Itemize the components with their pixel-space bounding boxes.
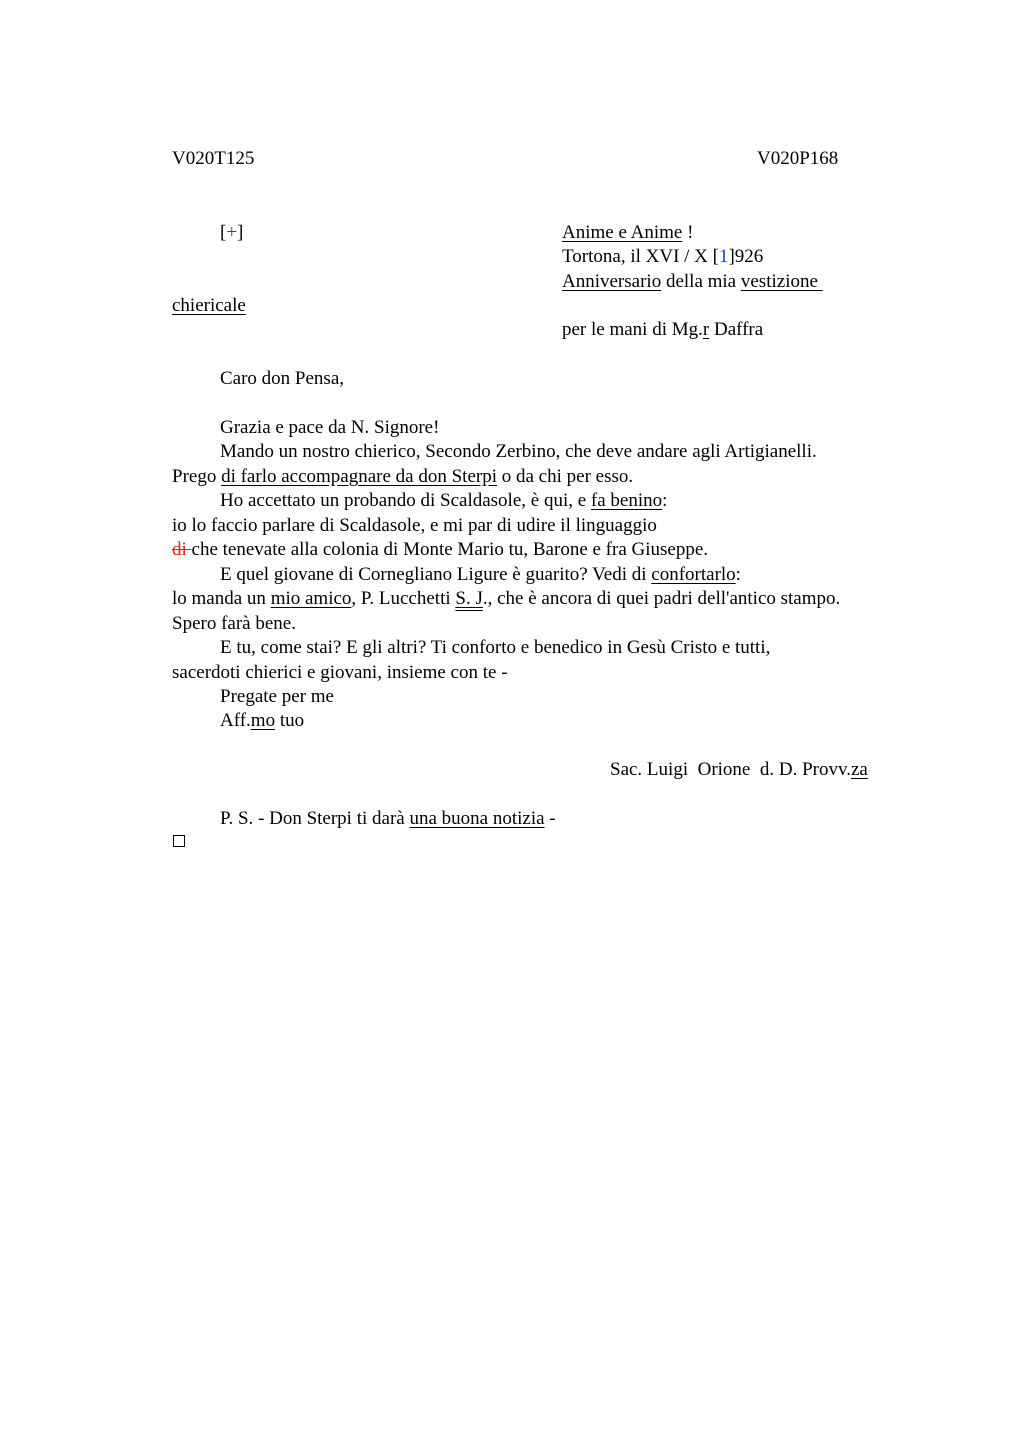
cross-plus: + <box>226 222 238 243</box>
anniversary-word: Anniversario <box>562 271 662 292</box>
closing-a: Aff. <box>220 710 251 731</box>
anniversary-vestizione: vestizione <box>740 271 823 292</box>
motto-exclamation: ! <box>682 222 694 243</box>
motto-line <box>562 221 693 245</box>
end-marker-box-icon <box>173 835 185 847</box>
body-line-5: io lo faccio parlare di Scaldasole, e mi par di udire il linguaggio <box>172 515 657 536</box>
place-date-line <box>562 245 763 269</box>
place-date-suffix: ]926 <box>728 246 764 267</box>
cross-open-bracket: [ <box>220 222 227 243</box>
anniversary-line <box>562 270 823 294</box>
body-line-2: Mando un nostro chierico, Secondo Zerbino, che deve andare agli Artigianelli. <box>220 441 817 462</box>
ordination-suffix: Daffra <box>709 319 764 340</box>
body-line-8-double-underlined: S. J <box>455 588 483 609</box>
body-line-3 <box>172 465 633 489</box>
postscript-a: P. S. - Don Sterpi ti darà <box>220 808 410 829</box>
body-line-4-c: : <box>662 490 668 511</box>
ordination-line <box>562 318 763 342</box>
body-line-10: E tu, come stai? E gli altri? Ti conforto e benedico in Gesù Cristo e tutti, <box>220 637 771 658</box>
postscript <box>220 807 556 831</box>
ordination-abbrev: r <box>702 319 710 340</box>
body-line-6 <box>172 538 708 562</box>
body-line-4-a: Ho accettato un probando di Scaldasole, è qui, e <box>220 490 591 511</box>
body-line-7-a: E quel giovane di Cornegliano Ligure è guarito? Vedi di <box>220 564 652 585</box>
closing-line <box>220 709 304 733</box>
body-line-4-underlined: fa benino <box>590 490 663 511</box>
body-line-9: Spero farà bene. <box>172 613 296 634</box>
place-date-inserted-digit: 1 <box>718 246 729 267</box>
motto-text: Anime e Anime <box>562 222 683 243</box>
body-line-6-b: che tenevate alla colonia di Monte Mario tu, Barone e fra Giuseppe. <box>191 539 709 560</box>
body-line-7-underlined: confortarlo <box>651 564 736 585</box>
anniversary-continuation <box>172 294 246 318</box>
postscript-c: - <box>544 808 556 829</box>
cross-close-bracket: ] <box>237 222 244 243</box>
place-date-prefix: Tortona, il XVI / X [ <box>562 246 719 267</box>
body-line-4 <box>220 489 667 513</box>
signature-a: Sac. Luigi Orione d. D. Provv. <box>610 759 851 780</box>
body-line-3-underlined: di farlo accompagnare da don Sterpi <box>221 466 497 487</box>
document-code-left: V020T125 <box>172 148 255 169</box>
body-line-3-a: Prego <box>172 466 222 487</box>
salutation: Caro don Pensa, <box>220 368 345 389</box>
body-line-6-deleted: di <box>172 539 192 560</box>
body-line-8-a: lo manda un <box>172 588 271 609</box>
closing-c: tuo <box>275 710 305 731</box>
body-line-11: sacerdoti chierici e giovani, insieme con te - <box>172 662 508 683</box>
body-line-8 <box>172 587 840 611</box>
body-line-3-c: o da chi per esso. <box>497 466 634 487</box>
body-line-8-e: ., che è ancora di quei padri dell'antico stampo. <box>482 588 841 609</box>
signature <box>610 758 868 782</box>
ordination-prefix: per le mani di Mg. <box>562 319 703 340</box>
anniversary-chiericale: chiericale <box>172 295 246 316</box>
closing-underlined: mo <box>250 710 276 731</box>
body-line-8-underlined: mio amico <box>270 588 352 609</box>
body-line-8-c: , P. Lucchetti <box>351 588 456 609</box>
document-code-right: V020P168 <box>757 148 839 169</box>
body-line-7-c: : <box>735 564 741 585</box>
body-line-1: Grazia e pace da N. Signore! <box>220 417 440 438</box>
anniversary-middle: della mia <box>661 271 741 292</box>
postscript-underlined: una buona notizia <box>409 808 545 829</box>
body-line-12: Pregate per me <box>220 686 334 707</box>
signature-underlined: za <box>851 759 868 780</box>
body-line-7 <box>220 563 741 587</box>
cross-mark <box>220 221 243 245</box>
